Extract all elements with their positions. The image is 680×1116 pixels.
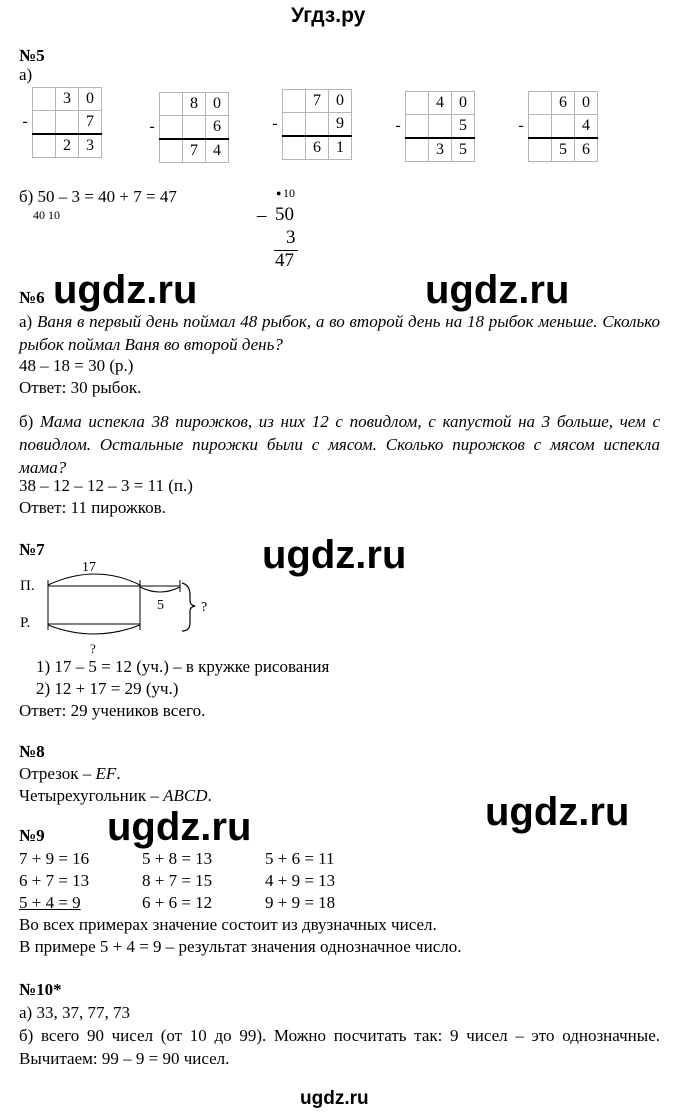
grid-digit [306, 113, 329, 137]
minus-sign: - [149, 118, 155, 136]
grid-digit: 5 [552, 138, 575, 162]
segment-diagram [20, 555, 240, 665]
grid-digit: 4 [429, 92, 452, 115]
grid-digit: 2 [56, 134, 79, 158]
grid-digit [429, 115, 452, 139]
empty-cell [268, 136, 283, 160]
bottom-arc [48, 625, 140, 634]
eq-r3-c2: 6 + 6 = 12 [142, 893, 213, 912]
right-brace [182, 583, 195, 631]
empty-cell [145, 93, 160, 116]
task-6-b-answer: Ответ: 11 пирожков. [19, 498, 166, 517]
column-top: 50 [275, 204, 294, 225]
grid-digit: 0 [452, 92, 475, 115]
empty-cell [18, 88, 33, 111]
task-7-step-2: 2) 12 + 17 = 29 (уч.) [36, 679, 179, 698]
grid-digit: 6 [206, 116, 229, 140]
grid-digit: 6 [306, 136, 329, 160]
subtraction-grid [514, 91, 598, 162]
diagram-diff-value: 5 [157, 598, 164, 613]
label-r: Р. [20, 615, 31, 631]
task-10-title: №10* [19, 980, 62, 999]
grid-digit [183, 116, 206, 140]
diff-arc [140, 587, 180, 592]
subtraction-grid [268, 89, 352, 160]
task-9-note-2: В примере 5 + 4 = 9 – результат значения однозначное число. [19, 937, 462, 956]
grid-digit: 1 [329, 136, 352, 160]
column-minus: – [257, 205, 267, 226]
task-7-answer: Ответ: 29 учеников всего. [19, 701, 206, 720]
grid-digit [56, 111, 79, 135]
task-7-step-1: 1) 17 – 5 = 12 (уч.) – в кружке рисования [36, 657, 330, 676]
grid-digit: 6 [575, 138, 598, 162]
grid-digit: 5 [452, 115, 475, 139]
empty-cell [391, 92, 406, 115]
task-6-a-problem: а) Ваня в первый день поймал 48 рыбок, а во второй день на 18 рыбок меньше. Сколько рыбок поймал Ваня во второй день? [19, 312, 660, 354]
grid-digit: 5 [452, 138, 475, 162]
subtraction-grid [18, 87, 102, 158]
task-6-title: №6 [19, 288, 45, 307]
grid-cell [160, 139, 183, 163]
grid-cell [283, 113, 306, 137]
grid-digit: 6 [552, 92, 575, 115]
task-5-b-line: б) 50 – 3 = 40 + 7 = 47 [19, 187, 177, 206]
subtraction-grid [145, 92, 229, 163]
minus-sign: - [395, 117, 401, 135]
grid-digit: 0 [206, 93, 229, 116]
task-10-a: а) 33, 37, 77, 73 [19, 1003, 130, 1022]
grid-cell [529, 115, 552, 139]
task-5-b-split: 40 10 [33, 208, 60, 222]
empty-cell [18, 134, 33, 158]
task-6-a-answer: Ответ: 30 рыбок. [19, 378, 142, 397]
eq-r2-c2: 8 + 7 = 15 [142, 871, 213, 890]
grid-digit: 4 [575, 115, 598, 139]
task-6-a-solution: 48 – 18 = 30 (р.) [19, 356, 134, 375]
question-bottom: ? [90, 641, 96, 656]
subtraction-grid [391, 91, 475, 162]
grid-cell [529, 92, 552, 115]
grid-digit: 7 [306, 90, 329, 113]
minus-sign: - [272, 115, 278, 133]
column-result: 47 [275, 250, 294, 271]
eq-r3-c1-underlined: 5 + 4 = 9 [19, 893, 81, 912]
site-title: Угдз.ру [291, 4, 366, 27]
grid-digit: 9 [329, 113, 352, 137]
empty-cell [391, 138, 406, 162]
grid-digit: 0 [329, 90, 352, 113]
grid-digit: 3 [56, 88, 79, 111]
task-8-line-1: Отрезок – EF. [19, 764, 121, 783]
grid-cell [160, 116, 183, 140]
task-6-b-problem: б) Мама испекла 38 пирожков, из них 12 с повидлом, с капустой на 3 больше, чем с повидлом. Остальные пирожки были с мясом. Сколько пирожков с мясом испекла мама? [19, 412, 660, 477]
grid-digit: 0 [575, 92, 598, 115]
watermark: ugdz.ru [107, 805, 252, 849]
label-p: П. [20, 578, 35, 594]
eq-r3-c3: 9 + 9 = 18 [265, 893, 336, 912]
task-5-title: №5 [19, 46, 45, 65]
grid-digit: 8 [183, 93, 206, 116]
grid-digit: 4 [206, 139, 229, 163]
carry-dot: ● [276, 188, 282, 198]
grid-digit: 3 [429, 138, 452, 162]
task-10-b: б) всего 90 чисел (от 10 до 99). Можно посчитать так: 9 чисел – это однозначные. Вычитаем: 99 – 9 = 90 чисел. [19, 1026, 660, 1068]
minus-sign: - [518, 117, 524, 135]
task-6-b-solution: 38 – 12 – 12 – 3 = 11 (п.) [19, 476, 193, 495]
empty-cell [145, 139, 160, 163]
column-sub: 3 [286, 227, 296, 248]
grid-cell [33, 134, 56, 158]
grid-digit: 3 [79, 134, 102, 158]
empty-cell [514, 138, 529, 162]
watermark: ugdz.ru [53, 268, 198, 312]
grid-digit: 7 [183, 139, 206, 163]
grid-cell [33, 111, 56, 135]
task-9-title: №9 [19, 826, 45, 845]
grid-cell [283, 90, 306, 113]
minus-sign: - [22, 113, 28, 131]
grid-cell [160, 93, 183, 116]
task-9-note-1: Во всех примерах значение состоит из двузначных чисел. [19, 915, 437, 934]
eq-r1-c2: 5 + 8 = 13 [142, 849, 213, 868]
task-5-a-label: а) [19, 65, 33, 84]
top-arc [48, 574, 140, 585]
watermark: ugdz.ru [262, 533, 407, 577]
eq-r1-c3: 5 + 6 = 11 [265, 849, 335, 868]
task-8-line-2: Четырехугольник – ABCD. [19, 786, 212, 805]
grid-digit: 0 [79, 88, 102, 111]
grid-cell [529, 138, 552, 162]
empty-cell [514, 92, 529, 115]
task-8-title: №8 [19, 742, 45, 761]
grid-cell [406, 138, 429, 162]
grid-cell [406, 115, 429, 139]
eq-r1-c1: 7 + 9 = 16 [19, 849, 90, 868]
question-right: ? [201, 600, 208, 615]
eq-r2-c3: 4 + 9 = 13 [265, 871, 336, 890]
diagram-top-value: 17 [82, 560, 96, 575]
grid-digit: 7 [79, 111, 102, 135]
watermark: ugdz.ru [485, 790, 630, 834]
grid-cell [283, 136, 306, 160]
empty-cell [268, 90, 283, 113]
grid-cell [33, 88, 56, 111]
eq-r2-c1: 6 + 7 = 13 [19, 871, 90, 890]
watermark: ugdz.ru [425, 268, 570, 312]
grid-cell [406, 92, 429, 115]
task-7-title: №7 [19, 540, 45, 559]
footer-site: ugdz.ru [300, 1088, 369, 1109]
grid-digit [552, 115, 575, 139]
carry-value: 10 [283, 186, 295, 200]
